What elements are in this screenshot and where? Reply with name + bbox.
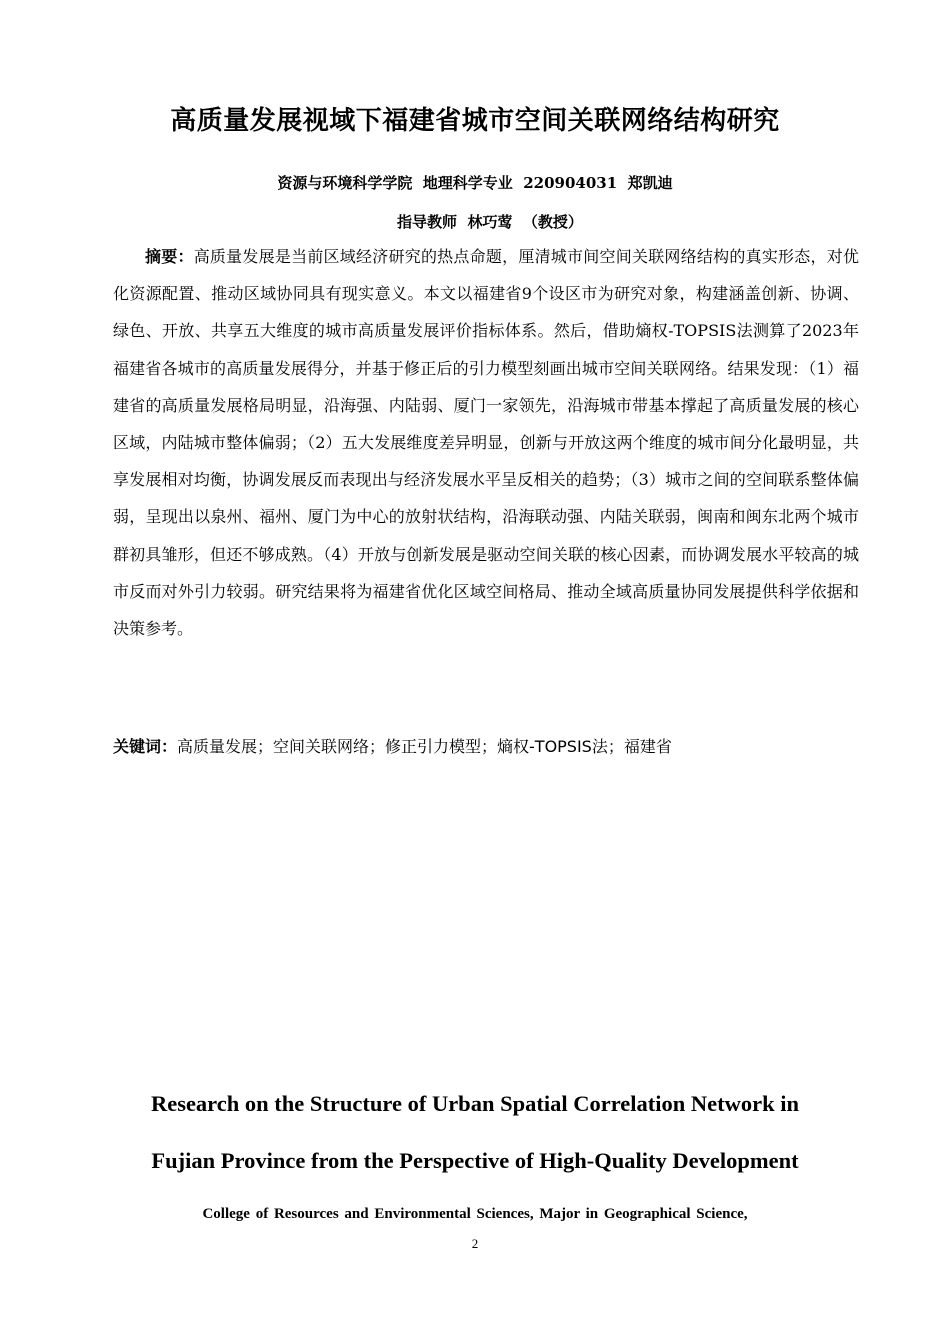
- author-info: 资源与环境科学学院 地理科学专业 220904031 郑凯迪: [277, 174, 673, 192]
- chinese-title: 高质量发展视域下福建省城市空间关联网络结构研究: [170, 106, 780, 136]
- abstract-paragraph: [113, 238, 859, 647]
- keywords-line: [113, 734, 859, 760]
- abstract-text: 高质量发展是当前区域经济研究的热点命题，厘清城市间空间关联网络结构的真实形态，对优化资源配置、推动区域协同具有现实意义。本文以福建省9个设区市为研究对象，构建涵盖创新、协调、绿色、开放、共享五大维度的城市高质量发展评价指标体系。然后，借助熵权-TOPSIS法测算了2023年福建省各城市的高质量发展得分，并基于修正后的引力模型刻画出城市空间关联网络。结果发现：（1）福建省的高质量发展格局明显，沿海强、内陆弱、厦门一家领先，沿海城市带基本撑起了高质量发展的核心区域，内陆城市整体偏弱；（2）五大发展维度差异明显，创新与开放这两个维度的城市间分化最明显，共享发展相对均衡，协调发展反而表现出与经济发展水平呈反相关的趋势；（3）城市之间的空间联系整体偏弱，呈现出以泉州、福州、厦门为中心的放射状结构，沿海联动强、内陆关联弱，闽南和闽东北两个城市群初具雏形，但还不够成熟。（4）开放与创新发展是驱动空间关联的核心因素，而协调发展水平较高的城市反而对外引力较弱。研究结果将为福建省优化区域空间格局、推动全域高质量协同发展提供科学依据和决策参考。: [113, 247, 859, 639]
- advisor-info: 指导教师 林巧莺 （教授）: [397, 213, 583, 231]
- keywords-text: 高质量发展；空间关联网络；修正引力模型；熵权-TOPSIS法；福建省: [177, 737, 672, 756]
- english-title-line-1: Research on the Structure of Urban Spatial Correlation Network in: [150, 1091, 800, 1116]
- page-number: 2: [471, 1236, 479, 1251]
- abstract-label: 摘要：: [145, 247, 194, 266]
- english-title-line-2: Fujian Province from the Perspective of High-Quality Development: [151, 1148, 799, 1173]
- keywords-label: 关键词：: [113, 737, 178, 756]
- english-college-info: College of Resources and Environmental Sciences, Major in Geographical Science,: [202, 1206, 748, 1222]
